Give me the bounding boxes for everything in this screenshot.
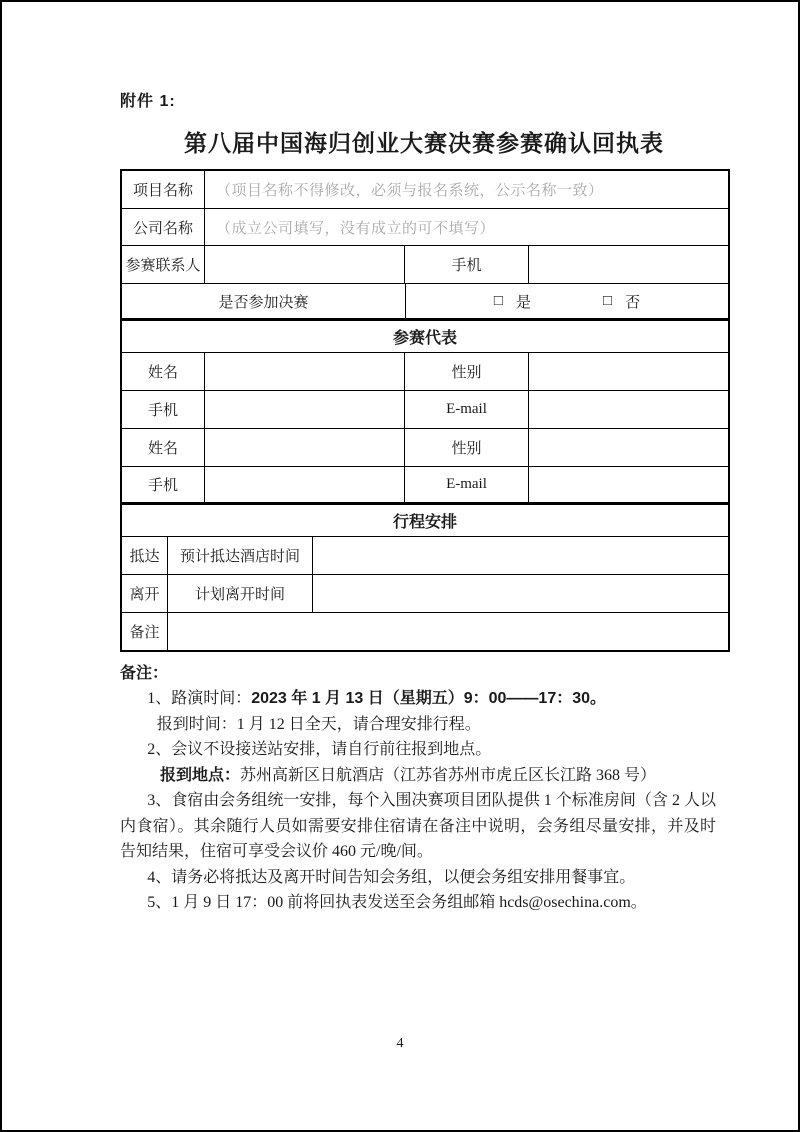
rep2-name-label: 姓名 xyxy=(122,429,205,466)
page-title: 第八届中国海归创业大赛决赛参赛确认回执表 xyxy=(184,130,664,156)
note-roadshow-time xyxy=(120,686,716,712)
note-reply-deadline: 5、1 月 9 日 17：00 前将回执表发送至会务组邮箱 hcds@osechina.com。 xyxy=(147,894,647,911)
finals-no-option[interactable] xyxy=(603,291,640,312)
finals-yes-label: 是 xyxy=(515,294,531,311)
contact-label: 参赛联系人 xyxy=(122,246,205,283)
departure-time-label: 计划离开时间 xyxy=(168,575,313,612)
remark-field[interactable] xyxy=(168,613,728,650)
company-name-row xyxy=(122,209,728,246)
rep1-phone-label: 手机 xyxy=(122,391,205,428)
rep2-phone-label: 手机 xyxy=(122,467,205,502)
arrival-time-field[interactable] xyxy=(313,537,728,574)
arrival-row xyxy=(122,537,728,575)
checkbox-unchecked-icon: □ xyxy=(493,292,503,309)
note-transport: 2、会议不设接送站安排，请自行前往报到地点。 xyxy=(147,741,492,758)
departure-time-field[interactable] xyxy=(313,575,728,612)
rep1-name-label: 姓名 xyxy=(122,353,205,390)
rep2-phone-field[interactable] xyxy=(205,467,405,502)
rep1-gender-label: 性别 xyxy=(405,353,529,390)
note-accommodation: 3、食宿由会务组统一安排，每个入围决赛项目团队提供 1 个标准房间（含 2 人以内食宿）。其余随行人员如需要安排住宿请在备注中说明，会务组尽量安排，并及时告知结果，住宿可享受会议价 460 元/晚/间。 xyxy=(120,792,716,860)
notes-heading: 备注： xyxy=(120,665,169,682)
reps-header: 参赛代表 xyxy=(392,330,457,347)
notes-section xyxy=(120,661,716,916)
page-number: 4 xyxy=(396,1036,404,1051)
rep1-email-label: E-mail xyxy=(405,391,529,428)
rep1-name-row xyxy=(122,353,728,391)
form-table xyxy=(120,169,730,652)
arrival-time-label: 预计抵达酒店时间 xyxy=(168,537,313,574)
contact-field[interactable] xyxy=(205,246,405,283)
finals-yes-option[interactable] xyxy=(494,291,531,312)
remark-row xyxy=(122,613,728,650)
note-location-text: 苏州高新区日航酒店（江苏省苏州市虎丘区长江路 368 号） xyxy=(240,766,657,784)
project-name-row xyxy=(122,171,728,209)
finals-no-label: 否 xyxy=(625,294,641,311)
project-name-label: 项目名称 xyxy=(122,171,205,208)
rep1-name-field[interactable] xyxy=(205,353,405,390)
project-name-field[interactable] xyxy=(205,171,728,208)
project-name-hint: （项目名称不得修改，必须与报名系统，公示名称一致） xyxy=(216,183,604,199)
contact-row xyxy=(122,246,728,284)
company-name-field[interactable] xyxy=(205,209,728,245)
rep2-name-row xyxy=(122,429,728,467)
finals-label: 是否参加决赛 xyxy=(122,284,406,318)
departure-row xyxy=(122,575,728,613)
company-name-hint: （成立公司填写，没有成立的可不填写） xyxy=(216,220,496,237)
rep2-contact-row xyxy=(122,467,728,505)
reps-header-row xyxy=(122,321,728,353)
rep2-gender-label: 性别 xyxy=(405,429,529,466)
arrival-label: 抵达 xyxy=(122,537,168,574)
contact-phone-label: 手机 xyxy=(405,246,529,283)
itinerary-header: 行程安排 xyxy=(392,514,457,531)
rep1-contact-row xyxy=(122,391,728,429)
rep1-gender-field[interactable] xyxy=(529,353,728,390)
rep2-gender-field[interactable] xyxy=(529,429,728,466)
itinerary-header-row xyxy=(122,505,728,537)
finals-options xyxy=(406,284,728,318)
finals-row xyxy=(122,284,728,321)
rep1-phone-field[interactable] xyxy=(205,391,405,428)
rep2-name-field[interactable] xyxy=(205,429,405,466)
checkbox-unchecked-icon: □ xyxy=(603,292,613,309)
note-location-label: 报到地点： xyxy=(160,766,241,784)
note-meal-arrangement: 4、请务必将抵达及离开时间告知会务组，以便会务组安排用餐事宜。 xyxy=(147,868,636,886)
note-checkin-location xyxy=(120,763,716,789)
attachment-label: 附件 1: xyxy=(120,93,176,110)
note-checkin-time: 报到时间：1 月 12 日全天，请合理安排行程。 xyxy=(156,715,481,733)
rep2-email-label: E-mail xyxy=(405,467,529,502)
company-name-label: 公司名称 xyxy=(122,209,205,245)
rep1-email-field[interactable] xyxy=(529,391,728,428)
note-roadshow-date: 2023 年 1 月 13 日（星期五）9：00——17：30。 xyxy=(251,690,607,707)
contact-phone-field[interactable] xyxy=(529,246,728,283)
rep2-email-field[interactable] xyxy=(529,467,728,502)
departure-label: 离开 xyxy=(122,575,168,612)
remark-label: 备注 xyxy=(122,613,168,650)
note-roadshow-prefix: 1、路演时间： xyxy=(147,690,252,707)
